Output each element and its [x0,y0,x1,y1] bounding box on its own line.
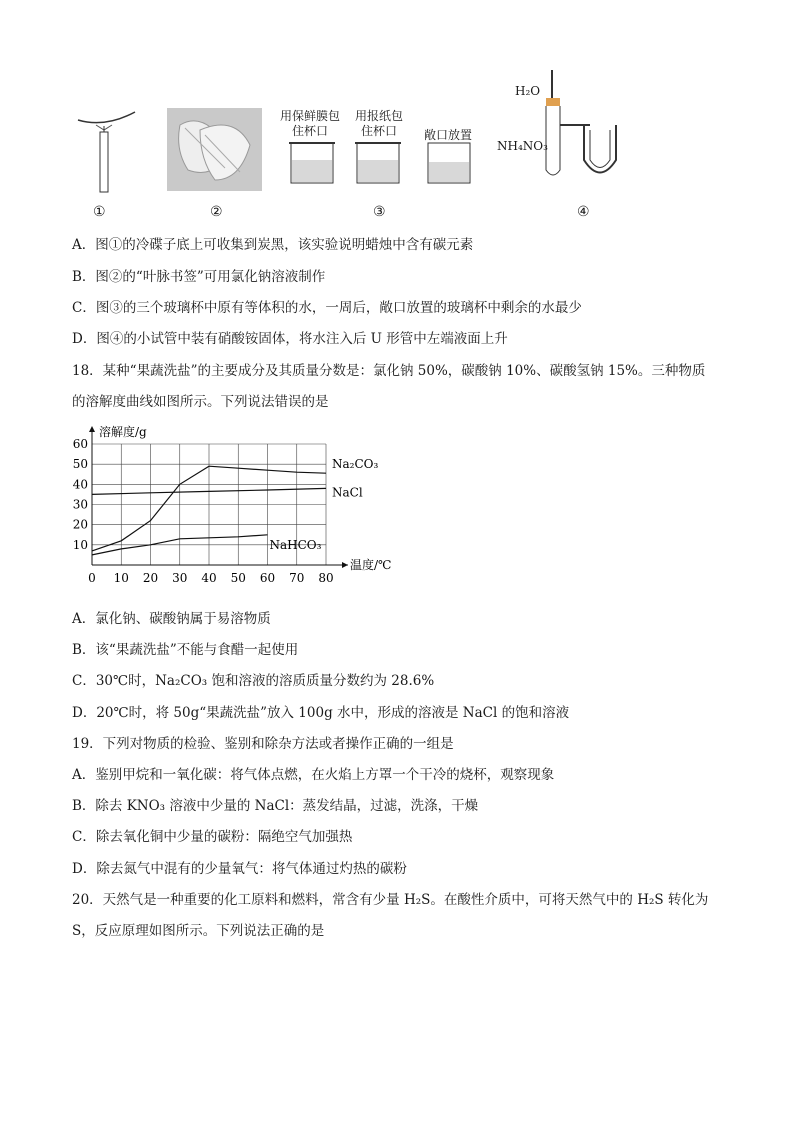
series-label-1: NaCl [332,485,363,500]
series-label-0: Na₂CO₃ [332,457,379,472]
figure-number-3: ③ [373,204,386,220]
beaker-label-open: 敞口放置 [423,128,472,142]
figure-number-1: ① [93,204,106,220]
x-tick-label: 40 [201,571,217,585]
beaker-label-newspaper: 用报纸包住杯口 [354,109,403,138]
y-axis-label: 溶解度/g [99,425,147,439]
q19-option-d: D．除去氮气中混有的少量氧气：将气体通过灼热的碳粉 [72,861,407,877]
y-tick-label: 10 [72,537,88,552]
q17-option-b: B．图②的“叶脉书签”可用氯化钠溶液制作 [72,269,326,285]
q19-option-a: A．鉴别甲烷和一氧化碳：将气体点燃，在火焰上方罩一个干冷的烧杯，观察现象 [72,767,555,783]
x-tick-label: 60 [259,571,276,585]
q17-option-d: D．图④的小试管中装有硝酸铵固体，将水注入后 U 形管中左端液面上升 [72,331,508,347]
figure-number-2: ② [210,204,223,220]
candle-dish-figure [78,112,135,192]
water-label: H₂O [515,84,541,98]
y-tick-label: 40 [72,477,88,492]
y-tick-label: 30 [72,497,88,512]
u-tube-apparatus-figure [546,70,616,175]
y-tick-label: 20 [72,517,88,532]
x-tick-label: 50 [230,571,246,585]
q18-option-b: B．该“果蔬洗盐”不能与食醋一起使用 [72,642,299,658]
q19-option-c: C．除去氧化铜中少量的碳粉：隔绝空气加强热 [72,829,353,845]
q18-option-a: A．氯化钠、碳酸钠属于易溶物质 [72,611,271,627]
q19-option-b: B．除去 KNO₃ 溶液中少量的 NaCl：蒸发结晶，过滤，洗涤，干燥 [72,798,479,814]
leaf-bookmark-figure [167,108,262,191]
x-tick-label: 30 [172,571,188,585]
y-tick-label: 60 [72,437,88,451]
x-axis-arrow [342,562,348,568]
figure-number-4: ④ [577,204,590,220]
y-axis-arrow [89,426,95,432]
q17-option-c: C．图③的三个玻璃杯中原有等体积的水，一周后，敞口放置的玻璃杯中剩余的水最少 [72,300,582,316]
nh4no3-label: NH₄NO₃ [497,139,548,153]
q20-stem-line2: S，反应原理如图所示。下列说法正确的是 [72,923,325,939]
y-tick-label: 50 [72,457,88,472]
x-tick-label: 10 [113,571,129,585]
x-tick-label: 80 [318,571,334,585]
x-tick-label: 0 [88,571,96,585]
q20-stem-line1: 20．天然气是一种重要的化工原料和燃料，常含有少量 H₂S。在酸性介质中，可将天然气中的 H₂S 转化为 [72,892,709,908]
beaker-label-wrap: 用保鲜膜包住杯口 [279,109,340,138]
x-tick-label: 20 [142,571,159,585]
series-label-2: NaHCO₃ [269,537,322,552]
q18-stem-line2: 的溶解度曲线如图所示。下列说法错误的是 [72,394,329,410]
q18-option-c: C．30℃时，Na₂CO₃ 饱和溶液的溶质质量分数约为 28.6% [72,673,435,689]
x-axis-label: 温度/℃ [350,558,392,572]
solubility-chart [60,420,420,590]
x-tick-label: 70 [289,571,305,585]
q18-stem-line1: 18．某种“果蔬洗盐”的主要成分及其质量分数是：氯化钠 50%，碳酸钠 10%、碳酸氢钠 15%。三种物质 [72,363,706,379]
beakers-figure [289,143,470,183]
q18-option-d: D．20℃时，将 50g“果蔬洗盐”放入 100g 水中，形成的溶液是 NaCl 的饱和溶液 [72,705,570,721]
q19-stem: 19．下列对物质的检验、鉴别和除杂方法或者操作正确的一组是 [72,736,454,752]
q17-option-a: A．图①的冷碟子底上可收集到炭黑，该实验说明蜡烛中含有碳元素 [72,237,474,253]
